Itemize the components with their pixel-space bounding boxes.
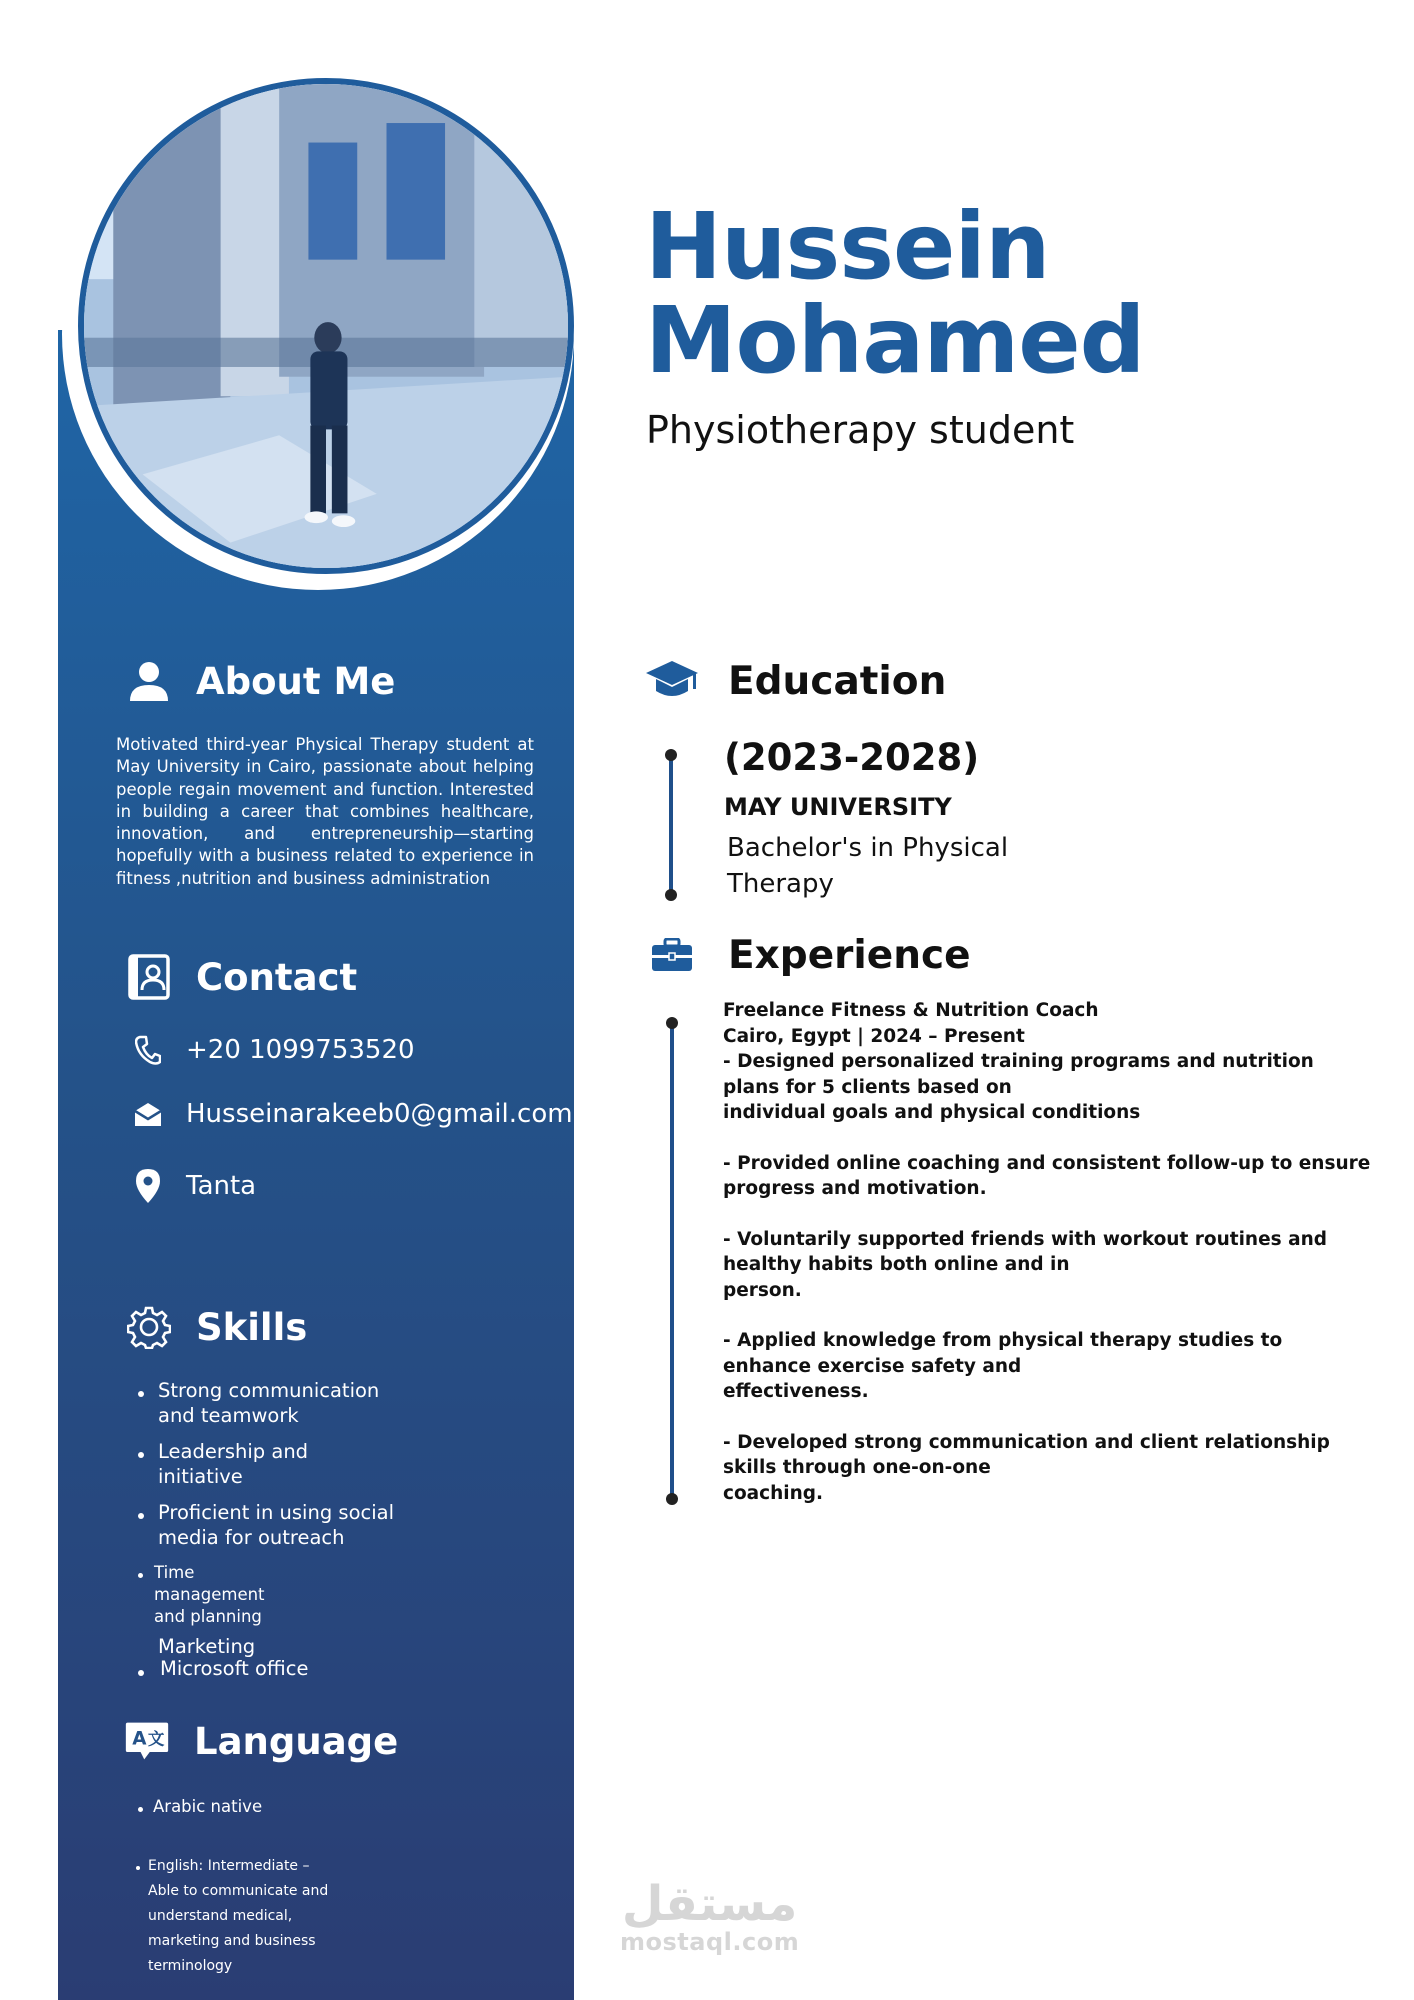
profile-photo-illustration	[84, 84, 568, 568]
phone-number: +20 1099753520	[186, 1035, 415, 1065]
experience-bullet: - Applied knowledge from physical therapy studies to enhance exercise safety and effectiveness.	[723, 1330, 1283, 1402]
skill-item	[138, 1378, 398, 1428]
watermark-latin: mostaql.com	[620, 1928, 800, 1956]
first-name: Hussein	[645, 193, 1050, 300]
skill-text: Microsoft office	[160, 1657, 309, 1680]
watermark	[620, 1876, 800, 1956]
contact-email[interactable]	[132, 1098, 573, 1130]
experience-bullet: - Designed personalized training programs and nutrition plans for 5 clients based on individual goals and physical conditions	[723, 1051, 1314, 1123]
about-title: About Me	[196, 659, 396, 703]
education-timeline	[665, 749, 677, 901]
last-name: Mohamed	[645, 287, 1145, 394]
language-text: Arabic native	[153, 1797, 263, 1816]
translate-icon	[124, 1718, 170, 1764]
profile-photo	[78, 78, 574, 574]
language-title: Language	[194, 1719, 399, 1763]
svg-text:文: 文	[147, 1729, 165, 1749]
location-text: Tanta	[186, 1171, 257, 1201]
about-text: Motivated third-year Physical Therapy student at May University in Cairo, passionate about helping people regain movement and function. Interested in building a career that combines healthcare, innovation, and entrepreneurship—starting hopefully with a business related to experience in fitness ,nutrition and business administration	[116, 735, 534, 888]
language-heading	[124, 1718, 398, 1764]
education-degree: Bachelor's in Physical Therapy	[727, 833, 1009, 899]
experience-bullet: - Voluntarily supported friends with workout routines and healthy habits both online and in person.	[723, 1228, 1327, 1301]
language-text: English: Intermediate – Able to communicate and understand medical, marketing and business terminology	[148, 1858, 329, 1974]
skill-text: Time management and planning	[154, 1563, 265, 1626]
user-icon	[126, 658, 172, 704]
education-heading	[644, 656, 946, 706]
gear-icon	[126, 1304, 172, 1350]
skill-text: Strong communication and teamwork	[158, 1379, 380, 1427]
experience-block	[723, 998, 1373, 1506]
experience-bullet: - Developed strong communication and client relationship skills through one-on-one coaching.	[723, 1431, 1330, 1504]
skill-text: Proficient in using social media for outreach	[158, 1501, 394, 1549]
contact-location	[132, 1170, 256, 1202]
phone-icon	[132, 1034, 164, 1066]
education-title: Education	[728, 658, 947, 704]
language-item	[136, 1854, 336, 1979]
skill-item	[138, 1439, 338, 1489]
experience-bullet: - Provided online coaching and consistent follow-up to ensure progress and motivation.	[723, 1152, 1371, 1199]
skill-item	[138, 1500, 408, 1550]
skills-heading	[126, 1304, 307, 1350]
briefcase-icon	[644, 930, 700, 980]
contact-book-icon	[126, 954, 172, 1000]
education-years: (2023-2028)	[724, 736, 980, 779]
skill-item	[138, 1636, 338, 1658]
experience-title: Experience	[728, 932, 971, 978]
contact-title: Contact	[196, 955, 358, 999]
contact-phone[interactable]	[132, 1034, 415, 1066]
watermark-arabic: مستقل	[621, 1876, 798, 1932]
svg-text:A: A	[132, 1728, 147, 1750]
contact-heading	[126, 954, 357, 1000]
skill-text: Leadership and initiative	[158, 1440, 309, 1488]
experience-heading	[644, 930, 971, 980]
experience-location-dates: Cairo, Egypt | 2024 – Present	[723, 1025, 1025, 1047]
email-address: Husseinarakeeb0@gmail.com	[186, 1099, 573, 1129]
education-university: MAY UNIVERSITY	[724, 793, 952, 821]
skill-item	[138, 1658, 338, 1681]
full-name	[645, 193, 1365, 394]
skill-item	[138, 1562, 278, 1628]
about-heading	[126, 658, 395, 704]
language-item	[138, 1796, 398, 1818]
job-role: Physiotherapy student	[646, 408, 1075, 452]
skills-title: Skills	[196, 1305, 308, 1349]
envelope-icon	[132, 1098, 164, 1130]
graduation-cap-icon	[644, 656, 700, 706]
skill-text: Marketing	[158, 1635, 256, 1658]
location-pin-icon	[132, 1170, 164, 1202]
experience-timeline	[666, 1017, 678, 1505]
experience-job-title: Freelance Fitness & Nutrition Coach	[723, 1000, 1099, 1021]
